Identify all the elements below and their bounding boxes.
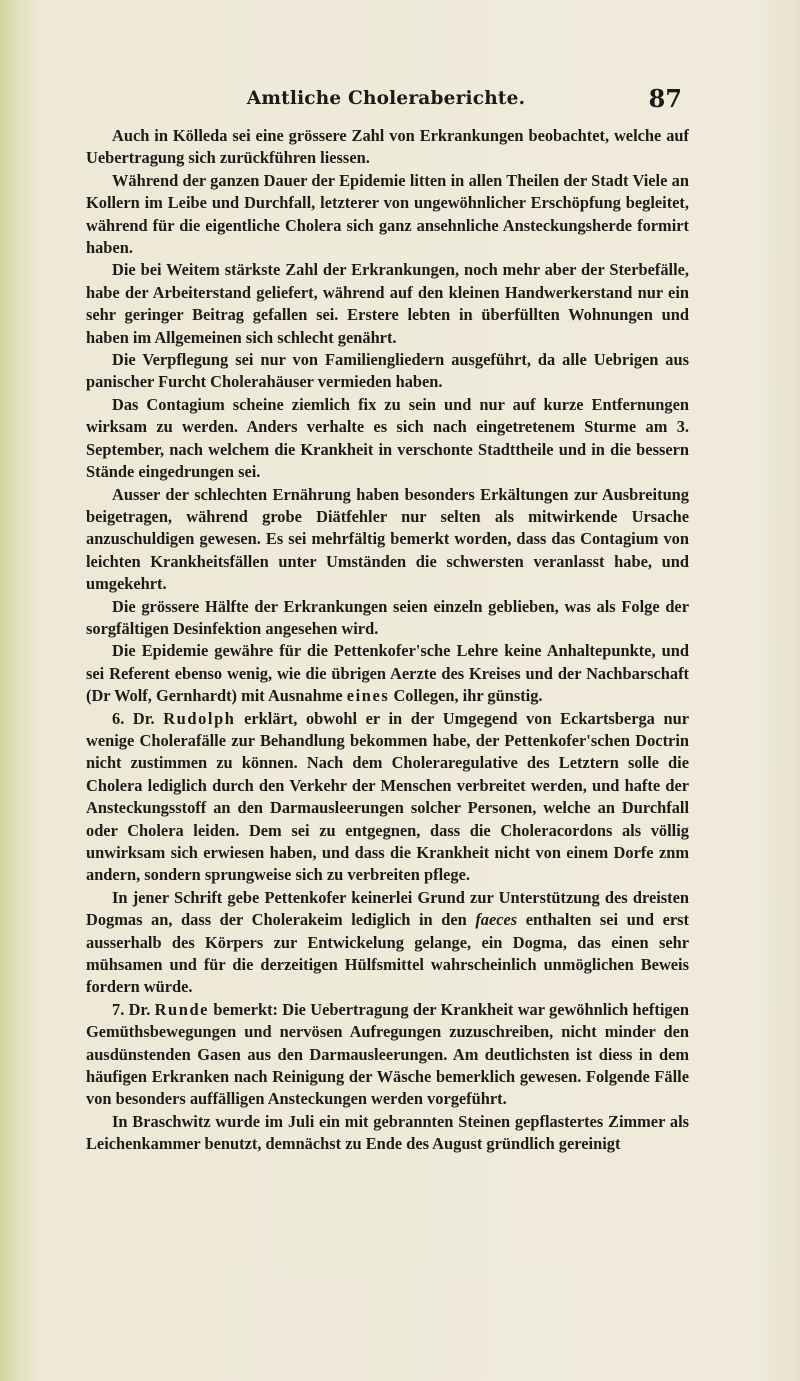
spaced-name: Runde: [154, 999, 210, 1019]
text-run: Das Contagium scheine ziemlich fix zu sein und nur auf kurze Entfernungen wirksam zu werden. Anders verhalte es sich nach eingetretenem Sturme am 3. September, nach welchem die Krankheit in verschonte Stadttheile und in die bessern Stände eingedrungen sei.: [86, 394, 689, 482]
paragraph: [86, 170, 689, 260]
text-run: Ausser der schlechten Ernährung haben besonders Erkältungen zur Ausbreitung beigetragen, während grobe Diätfehler nur selten als mitwirkende Ursache anzuschuldigen gewesen. Es sei mehrfältig bemerkt worden, dass das Contagium von leichten Krankheitsfällen unter Umständen die schwersten veranlasst habe, und umgekehrt.: [86, 484, 689, 594]
text-run: Collegen, ihr günstig.: [389, 686, 543, 706]
spaced-emphasis: eines: [346, 686, 390, 706]
paragraph: [86, 596, 689, 641]
body-text: [86, 125, 689, 1156]
paragraph: [86, 640, 689, 707]
text-run: Während der ganzen Dauer der Epidemie litten in allen Theilen der Stadt Viele an Kollern im Leibe und Durchfall, letzterer von ungewöhnlicher Erschöpfung begleitet, während für die eigentliche Cholera sich ganz ansehnliche Ansteckungsherde formirt haben.: [86, 170, 689, 258]
paragraph: [86, 349, 689, 394]
paragraph: [86, 125, 689, 170]
paragraph: [86, 259, 689, 349]
spaced-name: Rudolph: [163, 708, 236, 728]
text-run: Die grössere Hälfte der Erkrankungen seien einzeln geblieben, was als Folge der sorgfältigen Desinfektion angesehen wird.: [86, 596, 689, 638]
text-run: erklärt, obwohl er in der Umgegend von Eckartsberga nur wenige Cholerafälle zur Behandlung bekommen habe, der Pettenkofer'schen Doctrin nicht zustimmen zu können. Nach dem Choleraregulative des Letztern solle die Cholera lediglich durch den Verkehr der Menschen verbreitet werden, und hafte der Ansteckungsstoff an den Darmausleerungen solcher Personen, welche an Durchfall oder Cholera leiden. Dem sei zu entgegnen, dass die Choleracordons als völlig unwirksam sich erwiesen haben, und dass die Krankheit nicht von einem Dorfe znm andern, sondern sprungweise sich zu verbreiten pflege.: [86, 708, 689, 885]
text-run: In jener Schrift gebe Pettenkofer keinerlei Grund zur Unterstützung des dreisten Dogmas an, dass der Cholerakeim lediglich in den: [86, 887, 689, 930]
italic-term: faeces: [475, 910, 518, 930]
paragraph: [86, 1111, 689, 1156]
text-run: enthalten sei und erst ausserhalb des Körpers zur Entwickelung gelange, ein Dogma, das einen sehr mühsamen und für die derzeitigen Hülfsmittel wahrscheinlich unmöglichen Beweis fordern würde.: [86, 910, 689, 997]
text-run: 6. Dr.: [112, 708, 164, 728]
page-number: 87: [648, 84, 682, 113]
header-title: Amtliche Choleraberichte.: [246, 88, 526, 109]
paragraph: [86, 708, 689, 887]
text-run: 7. Dr.: [112, 999, 155, 1019]
text-run: Auch in Kölleda sei eine grössere Zahl von Erkrankungen beobachtet, welche auf Uebertragung sich zurückführen liessen.: [86, 126, 689, 168]
paragraph: [86, 999, 689, 1111]
text-run: In Braschwitz wurde im Juli ein mit gebrannten Steinen gepflastertes Zimmer als Leichenkammer benutzt, demnächst zu Ende des August gründlich gereinigt: [86, 1111, 689, 1154]
paragraph: [86, 887, 689, 999]
text-run: Die bei Weitem stärkste Zahl der Erkrankungen, noch mehr aber der Sterbefälle, habe der Arbeiterstand geliefert, während auf den kleinen Handwerkerstand nur ein sehr geringer Beitrag gefallen sei. Erstere lebten in überfüllten Wohnungen und haben im Allgemeinen sich schlecht genährt.: [86, 260, 689, 347]
text-run: bemerkt: Die Uebertragung der Krankheit war gewöhnlich heftigen Gemüthsbewegungen und nervösen Aufregungen zuzuschreiben, nicht minder den ausdünstenden Gasen aus den Darmausleerungen. Am deutlichsten ist diess in dem häufigen Erkranken nach Reinigung der Wäsche bemerklich gewesen. Folgende Fälle von besonders auffälligen Ansteckungen werden vorgeführt.: [86, 999, 689, 1109]
text-run: Die Epidemie gewähre für die Pettenkofer'sche Lehre keine Anhaltepunkte, und sei Referent ebenso wenig, wie die übrigen Aerzte des Kreises und der Nachbarschaft (Dr Wolf, Gernhardt) mit Ausnahme: [86, 641, 689, 706]
paragraph: [86, 394, 689, 484]
text-run: Die Verpflegung sei nur von Familiengliedern ausgeführt, da alle Uebrigen aus panischer Furcht Cholerahäuser vermieden haben.: [86, 350, 689, 392]
paragraph: [86, 484, 689, 596]
running-header: [86, 84, 686, 116]
